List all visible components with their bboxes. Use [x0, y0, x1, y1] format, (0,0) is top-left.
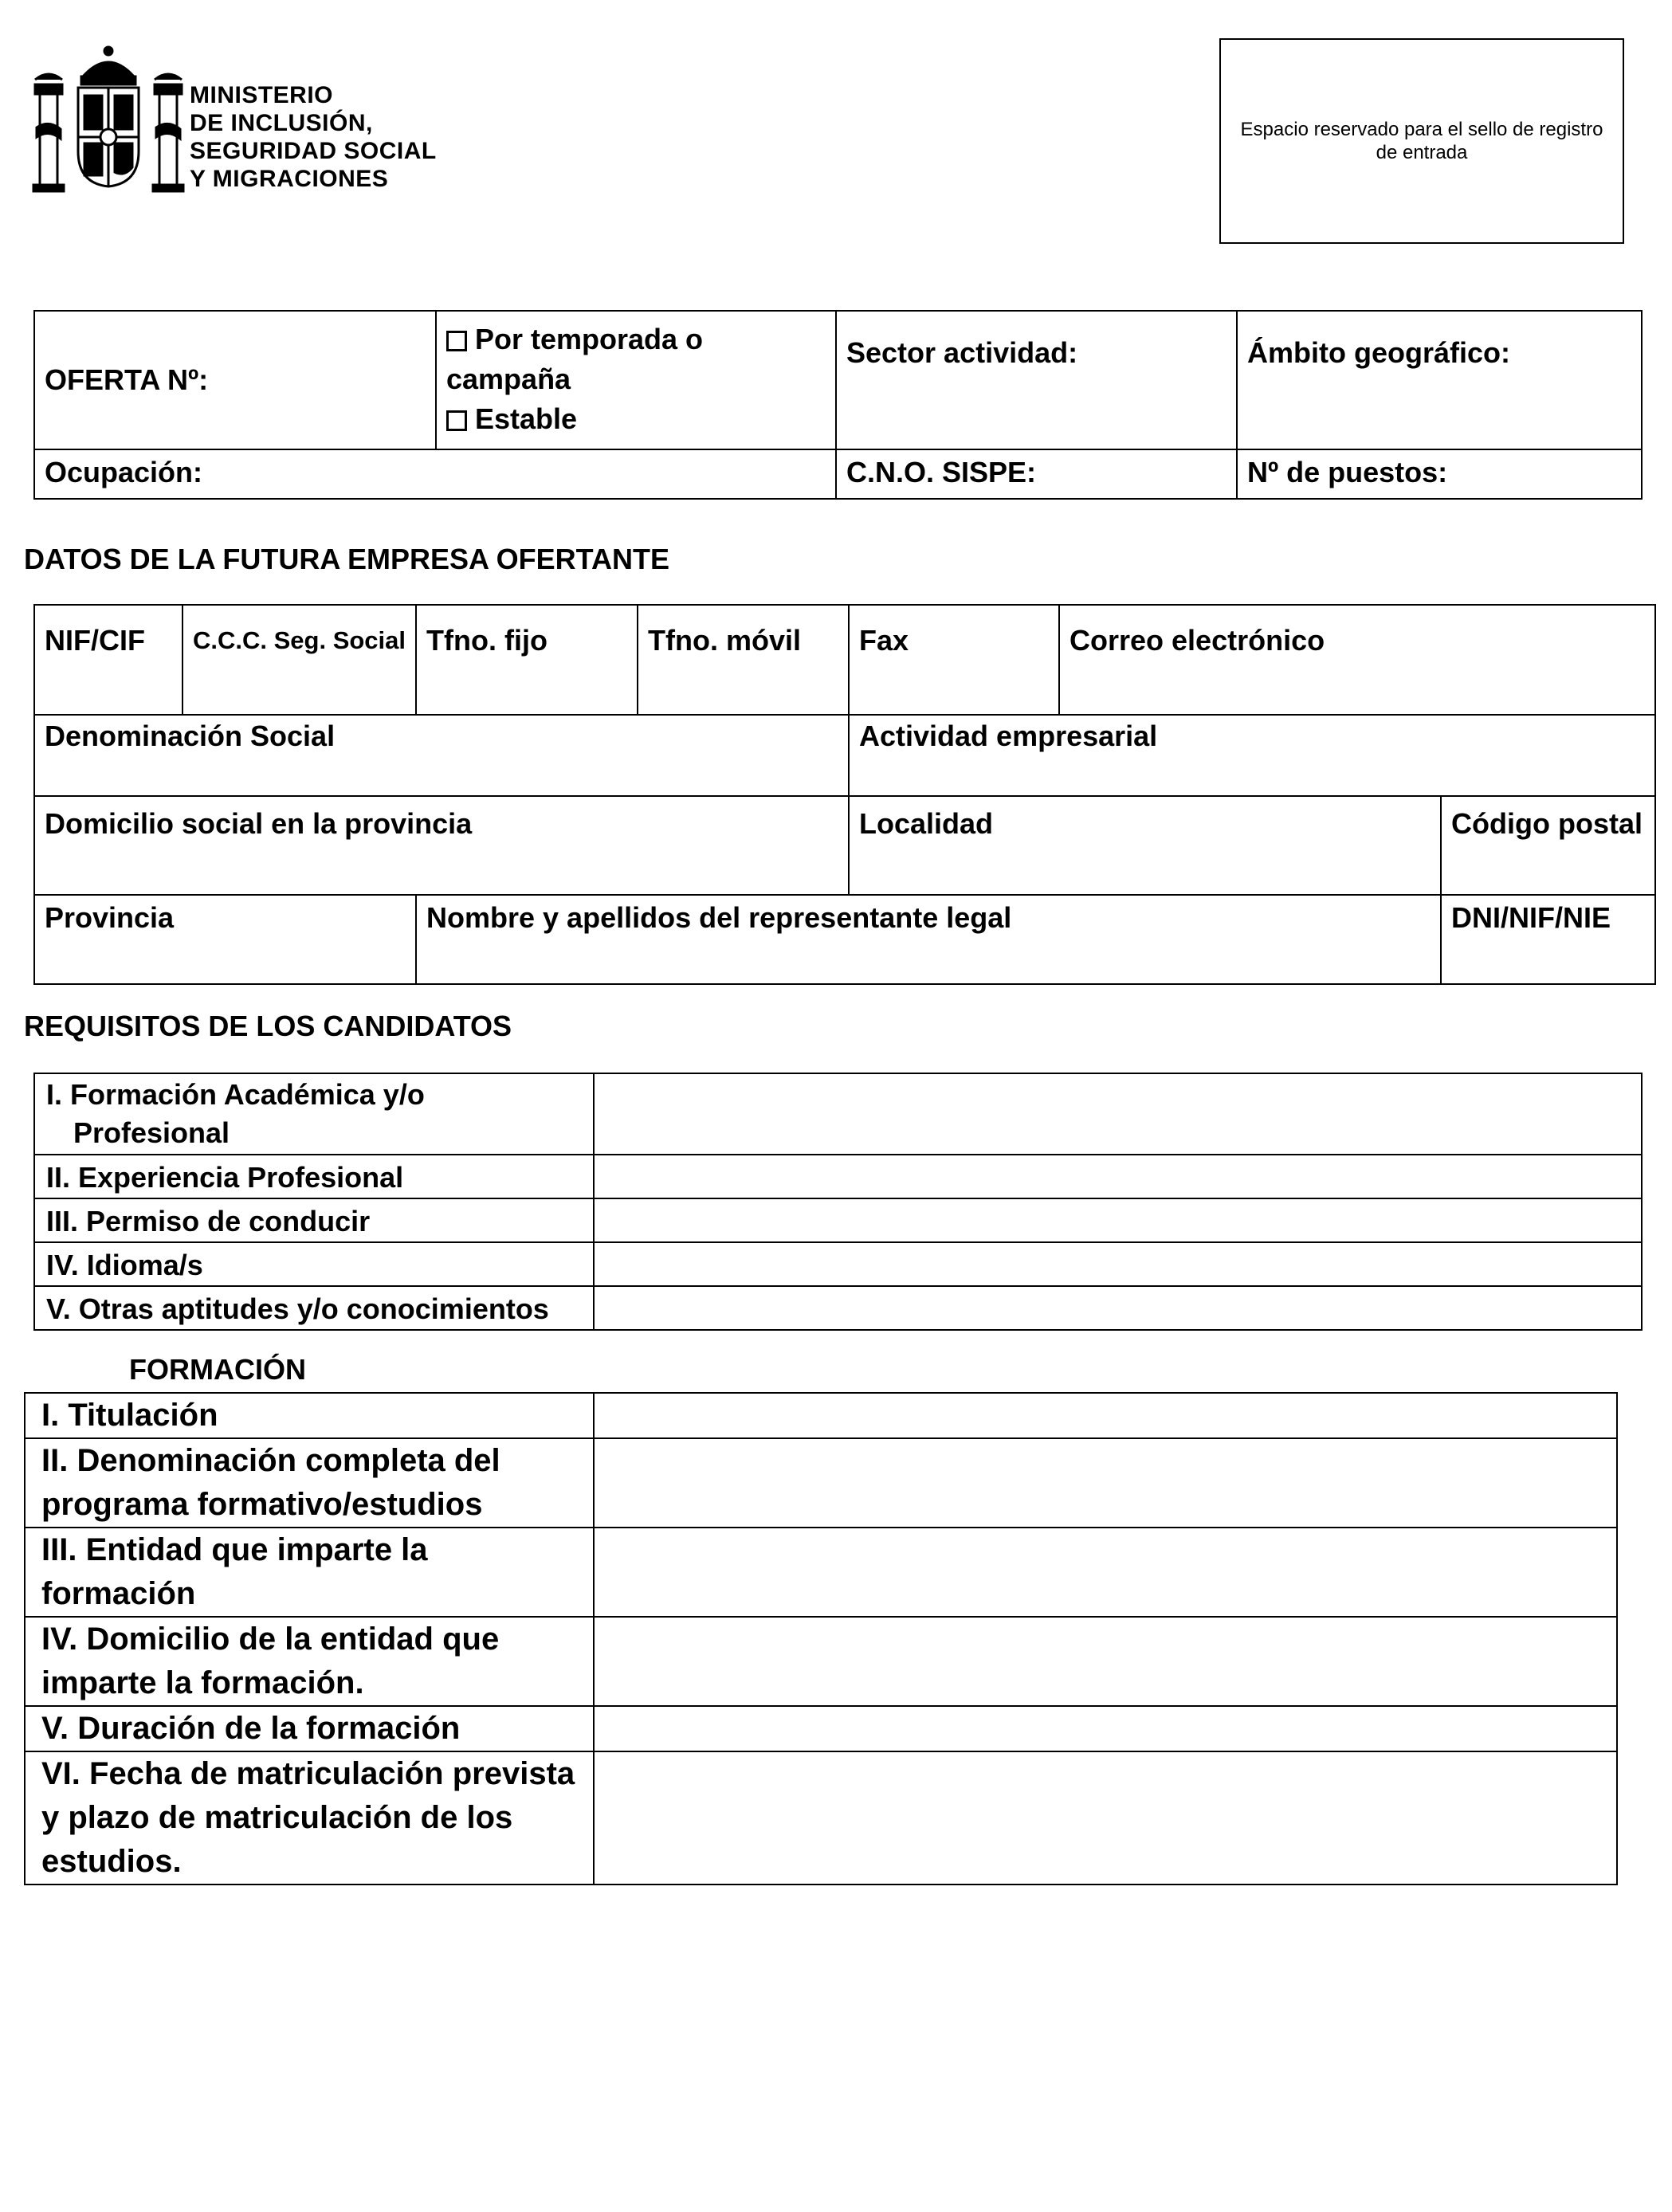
requirement-value-field[interactable] [594, 1155, 1642, 1198]
ccc-label: C.C.C. Seg. Social [193, 626, 406, 654]
domicilio-cell[interactable] [34, 796, 849, 895]
denominacion-cell[interactable] [34, 715, 849, 796]
training-value-field[interactable] [594, 1438, 1617, 1528]
fax-label: Fax [859, 624, 909, 657]
tfno-movil-label: Tfno. móvil [648, 624, 802, 657]
ambito-cell[interactable] [1237, 311, 1642, 449]
ministry-line: SEGURIDAD SOCIAL [190, 138, 437, 164]
training-line: I. Titulación [41, 1398, 218, 1433]
codigo-postal-cell[interactable] [1441, 796, 1655, 895]
training-label [25, 1751, 594, 1885]
domicilio-label: Domicilio social en la provincia [45, 807, 473, 840]
company-table [33, 604, 1656, 985]
training-line: programa formativo/estudios [41, 1487, 483, 1522]
representante-label: Nombre y apellidos del representante legal [426, 901, 1012, 934]
localidad-label: Localidad [859, 807, 994, 840]
training-line: formación [41, 1576, 196, 1611]
oferta-cell[interactable] [34, 311, 436, 449]
seasonal-option[interactable] [437, 312, 835, 399]
sector-cell[interactable] [836, 311, 1237, 449]
stamp-text: Espacio reservado para el sello de registro de entrada [1240, 119, 1603, 163]
requirement-label [34, 1242, 594, 1286]
training-value-field[interactable] [594, 1528, 1617, 1617]
requirement-label [34, 1286, 594, 1330]
actividad-label: Actividad empresarial [859, 720, 1158, 752]
requirement-value-field[interactable] [594, 1286, 1642, 1330]
training-line: imparte la formación. [41, 1665, 364, 1700]
training-line: VI. Fecha de matriculación prevista [41, 1756, 575, 1791]
ministry-line: Y MIGRACIONES [190, 166, 389, 192]
requirement-value-field[interactable] [594, 1242, 1642, 1286]
cno-label: C.N.O. SISPE: [846, 456, 1037, 488]
ministry-line: MINISTERIO [190, 82, 334, 108]
training-line: y plazo de matriculación de los [41, 1800, 513, 1835]
provincia-cell[interactable] [34, 895, 416, 984]
requirement-line: III. Permiso de conducir [46, 1205, 371, 1237]
tfno-fijo-cell[interactable] [416, 605, 638, 715]
training-line: III. Entidad que imparte la [41, 1532, 428, 1567]
sector-label: Sector actividad: [846, 336, 1078, 369]
tfno-fijo-label: Tfno. fijo [426, 624, 548, 657]
registration-stamp-box [1219, 38, 1624, 244]
requirement-label [34, 1198, 594, 1242]
ocupacion-label: Ocupación: [45, 456, 203, 488]
nif-label: NIF/CIF [45, 624, 145, 657]
requirement-line: IV. Idioma/s [46, 1249, 203, 1281]
training-line: IV. Domicilio de la entidad que [41, 1622, 500, 1657]
training-label [25, 1393, 594, 1438]
training-label [25, 1438, 594, 1528]
requirement-line: II. Experiencia Profesional [46, 1161, 404, 1194]
actividad-cell[interactable] [849, 715, 1655, 796]
training-label [25, 1528, 594, 1617]
codigo-postal-label: Código postal [1451, 807, 1643, 840]
training-line: II. Denominación completa del [41, 1443, 500, 1478]
training-line: V. Duración de la formación [41, 1711, 461, 1746]
training-value-field[interactable] [594, 1706, 1617, 1751]
cno-cell[interactable] [836, 449, 1237, 499]
puestos-cell[interactable] [1237, 449, 1642, 499]
oferta-label: OFERTA Nº: [45, 363, 209, 396]
nif-cell[interactable] [34, 605, 183, 715]
puestos-label: Nº de puestos: [1247, 456, 1448, 488]
requirement-line: V. Otras aptitudes y/o conocimientos [46, 1292, 549, 1325]
requirements-section-title: REQUISITOS DE LOS CANDIDATOS [24, 1010, 512, 1042]
seasonal-checkbox[interactable] [446, 331, 467, 351]
representante-cell[interactable] [416, 895, 1441, 984]
training-value-field[interactable] [594, 1393, 1617, 1438]
ambito-label: Ámbito geográfico: [1247, 336, 1510, 369]
fax-cell[interactable] [849, 605, 1059, 715]
stable-label: Estable [475, 402, 578, 435]
dni-label: DNI/NIF/NIE [1451, 901, 1611, 934]
training-line: estudios. [41, 1844, 182, 1879]
offer-table [33, 310, 1643, 500]
requirement-label [34, 1073, 594, 1155]
stable-option[interactable] [437, 399, 835, 439]
seasonal-label-line2: campaña [446, 363, 571, 395]
training-table [24, 1392, 1618, 1885]
training-value-field[interactable] [594, 1617, 1617, 1706]
email-cell[interactable] [1059, 605, 1655, 715]
training-label [25, 1617, 594, 1706]
ministry-name [190, 81, 437, 193]
training-label [25, 1706, 594, 1751]
ocupacion-cell[interactable] [34, 449, 836, 499]
denominacion-label: Denominación Social [45, 720, 336, 752]
requirement-value-field[interactable] [594, 1198, 1642, 1242]
dni-cell[interactable] [1441, 895, 1655, 984]
requirement-line: I. Formación Académica y/o [46, 1078, 425, 1111]
tfno-movil-cell[interactable] [638, 605, 849, 715]
ccc-cell[interactable] [183, 605, 416, 715]
seasonal-label-line1: Por temporada o [475, 323, 704, 355]
requirement-label [34, 1155, 594, 1198]
company-section-title: DATOS DE LA FUTURA EMPRESA OFERTANTE [24, 543, 669, 575]
stable-checkbox[interactable] [446, 410, 467, 431]
ministry-line: DE INCLUSIÓN, [190, 110, 373, 136]
training-value-field[interactable] [594, 1751, 1617, 1885]
requirement-value-field[interactable] [594, 1073, 1642, 1155]
requirements-table [33, 1073, 1643, 1331]
localidad-cell[interactable] [849, 796, 1441, 895]
coat-of-arms-logo [29, 40, 188, 193]
provincia-label: Provincia [45, 901, 175, 934]
training-section-title: FORMACIÓN [129, 1353, 306, 1386]
contract-type-cell [436, 311, 836, 449]
requirement-line: Profesional [73, 1116, 230, 1149]
email-label: Correo electrónico [1070, 624, 1325, 657]
